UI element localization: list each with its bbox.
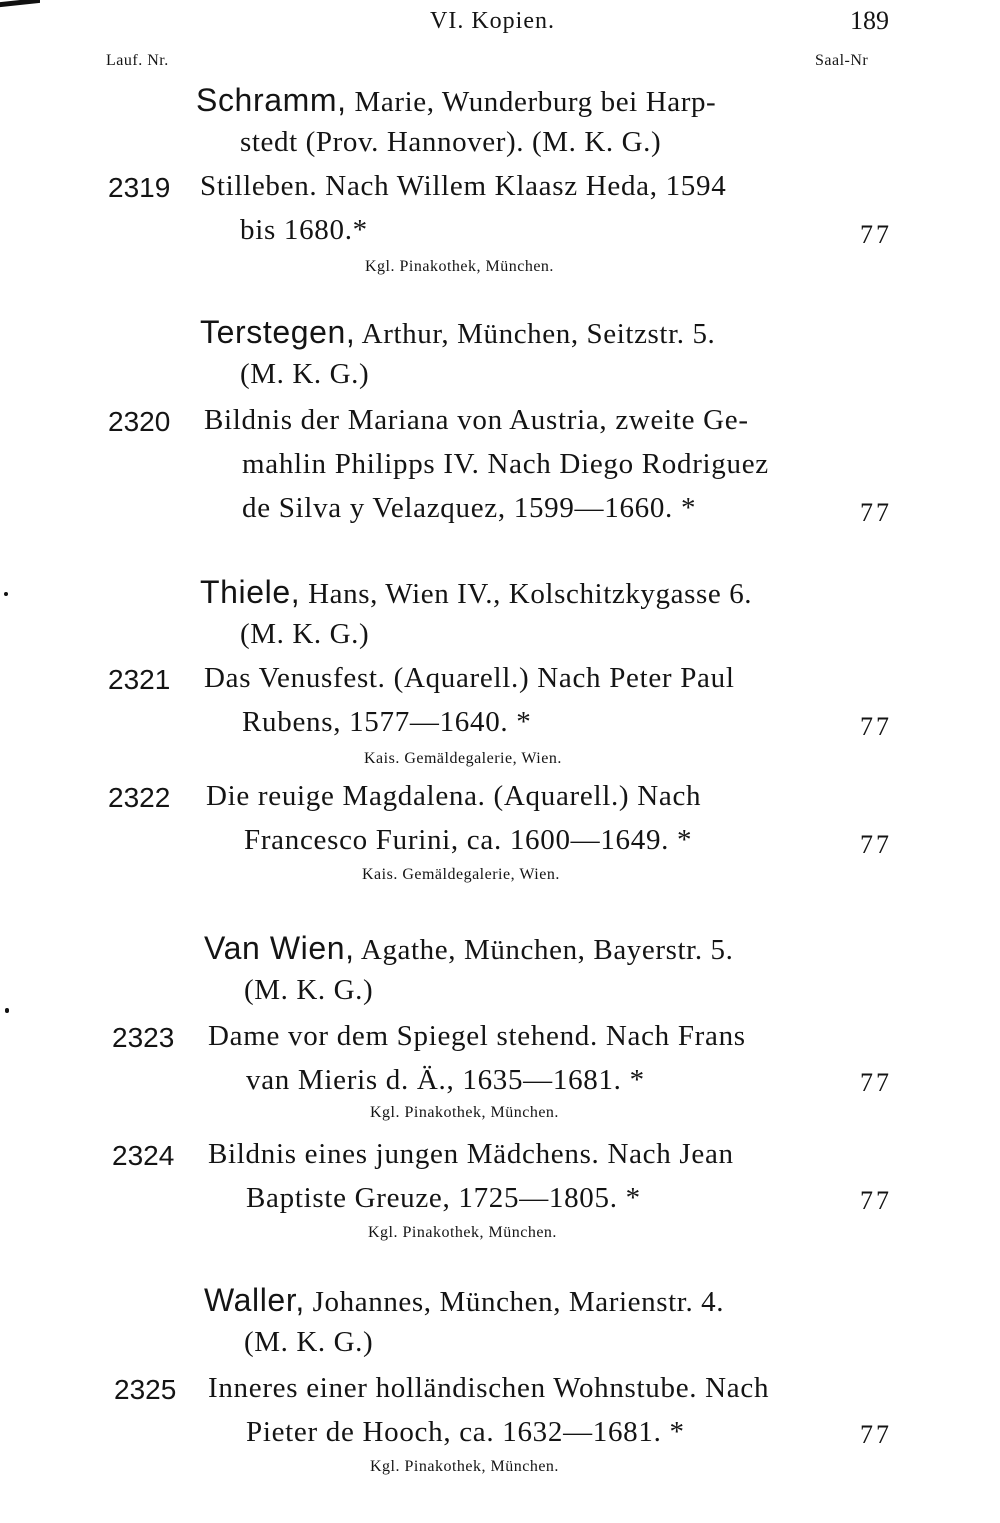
artist-details-cont: stedt (Prov. Hannover). (M. K. G.)	[240, 126, 662, 158]
room-number: 77	[860, 1186, 892, 1215]
entry-line: bis 1680.*	[240, 214, 368, 246]
scan-dot	[5, 1008, 9, 1013]
artist-heading	[200, 574, 752, 611]
room-number: 77	[860, 1068, 892, 1097]
room-number: 77	[860, 498, 892, 527]
entry-line: Bildnis der Mariana von Austria, zweite Ge-	[204, 404, 749, 436]
artist-heading	[204, 1282, 724, 1319]
room-number: 77	[860, 220, 892, 249]
artist-details-cont: (M. K. G.)	[240, 358, 370, 390]
artist-details-cont: (M. K. G.)	[244, 1326, 374, 1358]
entry-number: 2320	[108, 406, 171, 437]
artist-details: Marie, Wunderburg bei Harp-	[354, 86, 717, 118]
entry-line: de Silva y Velazquez, 1599—1660. *	[242, 492, 697, 524]
room-number: 77	[860, 1420, 892, 1449]
entry-location: Kais. Gemäldegalerie, Wien.	[362, 866, 560, 883]
artist-details: Johannes, München, Marienstr. 4.	[312, 1286, 725, 1318]
entry-number: 2324	[112, 1140, 175, 1171]
artist-name: Van Wien,	[204, 930, 355, 966]
entry-line: van Mieris d. Ä., 1635—1681. *	[246, 1064, 645, 1096]
artist-details-cont: (M. K. G.)	[244, 974, 374, 1006]
artist-details: Hans, Wien IV., Kolschitzkygasse 6.	[308, 578, 753, 610]
entry-location: Kgl. Pinakothek, München.	[370, 1458, 559, 1475]
running-title: VI. Kopien.	[430, 8, 555, 34]
artist-heading	[200, 314, 715, 351]
entry-location: Kgl. Pinakothek, München.	[370, 1104, 559, 1121]
scan-edge-mark	[0, 0, 40, 7]
column-header-left: Lauf. Nr.	[106, 52, 169, 69]
entry-line: Pieter de Hooch, ca. 1632—1681. *	[246, 1416, 685, 1448]
entry-number: 2325	[114, 1374, 177, 1405]
room-number: 77	[860, 830, 892, 859]
entry-line: Baptiste Greuze, 1725—1805. *	[246, 1182, 641, 1214]
entry-line: Die reuige Magdalena. (Aquarell.) Nach	[206, 780, 702, 812]
entry-line: Stilleben. Nach Willem Klaasz Heda, 1594	[200, 170, 727, 202]
entry-number: 2319	[108, 172, 171, 203]
entry-line: Bildnis eines jungen Mädchens. Nach Jean	[208, 1138, 734, 1170]
artist-details: Arthur, München, Seitzstr. 5.	[361, 318, 716, 350]
entry-number: 2321	[108, 664, 171, 695]
artist-heading	[196, 82, 716, 119]
entry-line: Das Venusfest. (Aquarell.) Nach Peter Paul	[204, 662, 735, 694]
entry-location: Kais. Gemäldegalerie, Wien.	[364, 750, 562, 767]
artist-details-cont: (M. K. G.)	[240, 618, 370, 650]
entry-line: Dame vor dem Spiegel stehend. Nach Frans	[208, 1020, 746, 1052]
entry-number: 2323	[112, 1022, 175, 1053]
entry-line: Francesco Furini, ca. 1600—1649. *	[244, 824, 693, 856]
entry-line: mahlin Philipps IV. Nach Diego Rodriguez	[242, 448, 769, 480]
artist-heading	[204, 930, 733, 967]
column-header-right: Saal-Nr	[815, 52, 869, 69]
room-number: 77	[860, 712, 892, 741]
entry-line: Rubens, 1577—1640. *	[242, 706, 532, 738]
artist-name: Schramm,	[196, 82, 347, 118]
artist-name: Waller,	[204, 1282, 305, 1318]
artist-name: Terstegen,	[200, 314, 356, 350]
entry-number: 2322	[108, 782, 171, 813]
artist-name: Thiele,	[200, 574, 301, 610]
artist-details: Agathe, München, Bayerstr. 5.	[360, 934, 734, 966]
page-number: 189	[850, 6, 889, 35]
entry-location: Kgl. Pinakothek, München.	[365, 258, 554, 275]
entry-location: Kgl. Pinakothek, München.	[368, 1224, 557, 1241]
entry-line: Inneres einer holländischen Wohnstube. Nach	[208, 1372, 770, 1404]
scan-dot	[4, 592, 8, 596]
